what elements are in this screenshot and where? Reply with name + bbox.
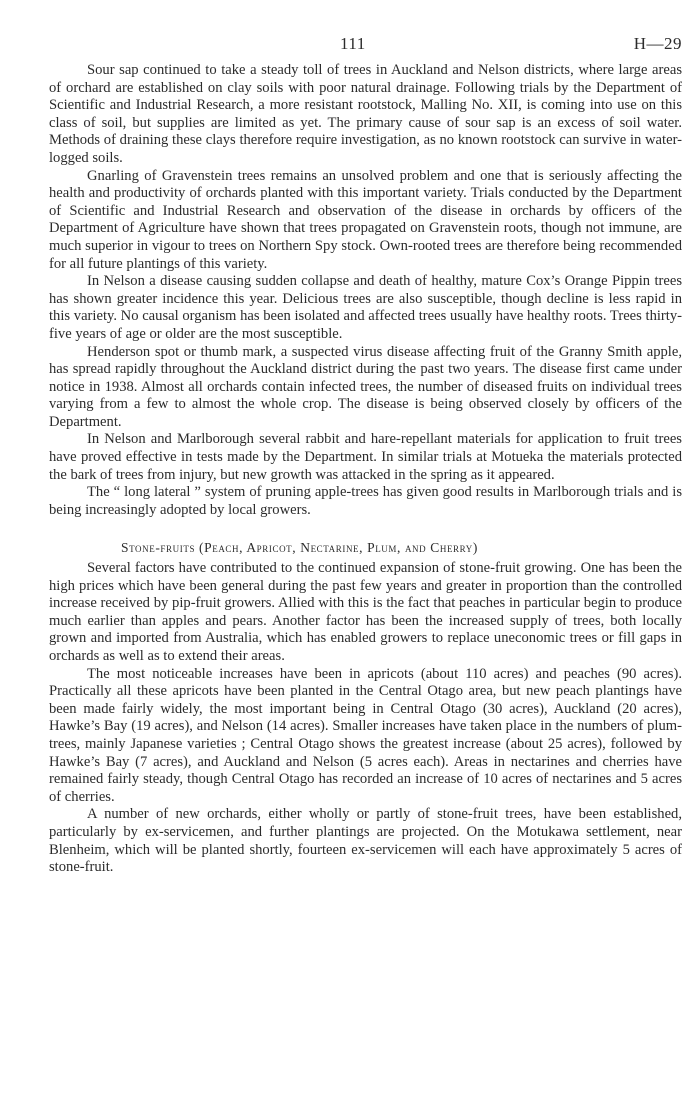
section-heading-stone-fruits: Stone-fruits (Peach, Apricot, Nectarine, Plum, and Cherry): [121, 540, 478, 556]
paragraph-gnarling: Gnarling of Gravenstein trees remains an unsolved problem and one that is seriously affecting the health and productivity of orchards planted with this important variety. Trials conducted by the Department of Scientific and Industrial Research and observation of the disease in orchards by officers of the Department of Agriculture have shown that trees propagated on Gravenstein roots, though not immune, are much superior in vigour to trees on Northern Spy stock. Own-rooted trees are therefore being recommended for all future plantings of this variety.: [49, 167, 682, 272]
paragraph-plantings-increase: The most noticeable increases have been in apricots (about 110 acres) and peaches (90 acres). Practically all these apricots have been planted in the Central Otago area, but new peach plantings have been made fairly widely, the most important being in Central Otago (30 acres), Auckland (20 acres), Hawke’s Bay (19 acres), and Nelson (14 acres). Smaller increases have taken place in the numbers of plum-trees, mainly Japanese varieties ; Central Otago shows the greatest increase (about 25 acres), followed by Hawke’s Bay (7 acres), and Auckland and Nelson (5 acres each). Areas in nectarines and cherries have remained fairly steady, though Central Otago has recorded an increase of 10 acres of nectarines and 5 acres of cherries.: [49, 665, 682, 805]
paragraph-sour-sap: Sour sap continued to take a steady toll of trees in Auckland and Nelson districts, where large areas of orchard are established on clay soils with poor natural drainage. Following trials by the Department of Scientific and Industrial Research, a more resistant rootstock, Malling No. XII, is coming into use on this class of soil, but supplies are limited as yet. The primary cause of sour sap is an excess of soil water. Methods of draining these clays therefore require investigation, as no known rootstock can survive in water-logged soils.: [49, 62, 682, 166]
page-body: [49, 62, 682, 877]
paragraph-stone-fruit-factors: Several factors have contributed to the continued expansion of stone-fruit growing. One has been the high prices which have been general during the past few years and greater in proportion than the controlled increase received by pip-fruit growers. Allied with this is the fact that peaches in particular begin to produce much earlier than apples and pears. Another factor has been the increased supply of trees, both locally grown and imported from Australia, which has enabled growers to replace uneconomic trees or fill gaps in orchards as well as to extend their areas.: [49, 560, 682, 664]
page-number: 111: [340, 34, 366, 53]
paragraph-long-lateral: The “ long lateral ” system of pruning apple-trees has given good results in Marlborough trials and is being increasingly adopted by local growers.: [49, 484, 682, 518]
document-reference: H—29: [633, 34, 682, 53]
page-header: [0, 34, 700, 56]
paragraph-cox-collapse: In Nelson a disease causing sudden collapse and death of healthy, mature Cox’s Orange Pippin trees has shown greater incidence this year. Delicious trees are also susceptible, though decline is less rapid in this variety. No causal organism has been isolated and affected trees usually have healthy roots. Trees thirty-five years of age or older are the most susceptible.: [49, 273, 682, 342]
paragraph-new-orchards: A number of new orchards, either wholly or partly of stone-fruit trees, have been established, particularly by ex-servicemen, and further plantings are projected. On the Motukawa settlement, near Blenheim, which will be planted shortly, fourteen ex-servicemen will each have approximately 5 acres of stone-fruit.: [49, 806, 682, 876]
paragraph-henderson-spot: Henderson spot or thumb mark, a suspected virus disease affecting fruit of the Granny Smith apple, has spread rapidly throughout the Auckland district during the past two years. The disease first came under notice in 1938. Almost all orchards contain infected trees, the number of diseased fruits on individual trees varying from a few to almost the whole crop. The disease is being observed closely by officers of the Department.: [49, 343, 682, 430]
paragraph-repellants: In Nelson and Marlborough several rabbit and hare-repellant materials for application to fruit trees have proved effective in tests made by the Department. In similar trials at Motueka the materials protected the bark of trees from injury, but new growth was attacked in the spring as it appeared.: [49, 431, 682, 483]
